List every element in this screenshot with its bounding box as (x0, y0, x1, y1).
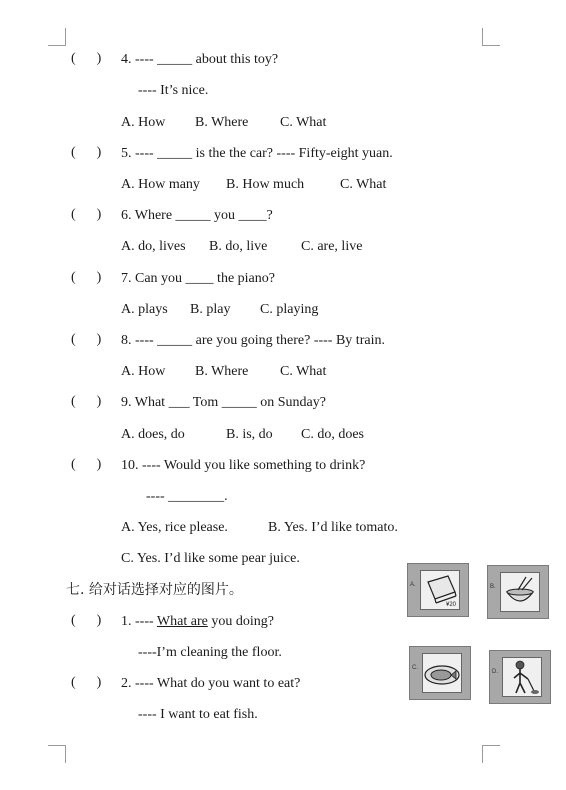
picture-b-bowl: B. (487, 565, 549, 619)
question-10-stem: 10. ---- Would you like something to drink? (121, 458, 366, 473)
question-4-option-b: B. Where (195, 115, 249, 130)
question-5-option-b: B. How much (226, 177, 305, 192)
question-5-stem: 5. ---- _____ is the the car? ---- Fifty-eight yuan. (121, 146, 393, 161)
answer-blank[interactable]: ( ) (71, 332, 102, 347)
price-label: ¥20 (446, 602, 457, 608)
person-cleaning-icon (490, 651, 552, 705)
question-7-option-c: C. playing (260, 302, 319, 317)
question-9-option-c: C. do, does (301, 427, 364, 442)
answer-blank[interactable]: ( ) (71, 675, 102, 690)
question-9-option-b: B. is, do (226, 427, 273, 442)
question-9-stem: 9. What ___ Tom _____ on Sunday? (121, 395, 326, 410)
question-7-option-a: A. plays (121, 302, 168, 317)
picture-d-cleaning: D. (489, 650, 551, 704)
crop-mark-top-right (482, 28, 500, 46)
fish-plate-icon (410, 647, 472, 701)
answer-blank[interactable]: ( ) (71, 51, 102, 66)
answer-blank[interactable]: ( ) (71, 270, 102, 285)
question-4-option-a: A. How (121, 115, 166, 130)
question-8-stem: 8. ---- _____ are you going there? ---- By train. (121, 333, 385, 348)
section-7-title: 七. 给对话选择对应的图片。 (66, 582, 243, 598)
question-10-answer-line: ---- ________. (146, 489, 228, 504)
book-icon (408, 564, 470, 618)
answer-blank[interactable]: ( ) (71, 613, 102, 628)
answer-blank[interactable]: ( ) (71, 207, 102, 222)
question-7-option-b: B. play (190, 302, 231, 317)
bowl-icon (488, 566, 550, 620)
question-4-answer-line: ---- It’s nice. (138, 83, 209, 98)
question-5-option-a: A. How many (121, 177, 200, 192)
question-6-stem: 6. Where _____ you ____? (121, 208, 273, 223)
section-7-question-1-answer-line: ----I’m cleaning the floor. (138, 645, 282, 660)
question-8-option-a: A. How (121, 364, 166, 379)
question-7-stem: 7. Can you ____ the piano? (121, 271, 275, 286)
answer-blank[interactable]: ( ) (71, 457, 102, 472)
question-8-option-b: B. Where (195, 364, 249, 379)
question-8-option-c: C. What (280, 364, 327, 379)
crop-mark-top-left (48, 28, 66, 46)
question-10-option-c: C. Yes. I’d like some pear juice. (121, 551, 300, 566)
question-6-option-c: C. are, live (301, 239, 363, 254)
crop-mark-bottom-right (482, 745, 500, 763)
question-5-option-c: C. What (340, 177, 387, 192)
crop-mark-bottom-left (48, 745, 66, 763)
question-10-option-a: A. Yes, rice please. (121, 520, 228, 535)
question-6-option-a: A. do, lives (121, 239, 186, 254)
question-4-stem: 4. ---- _____ about this toy? (121, 52, 279, 67)
answer-blank[interactable]: ( ) (71, 394, 102, 409)
picture-a-book: A. ¥20 (407, 563, 469, 617)
section-7-question-2-answer-line: ---- I want to eat fish. (138, 707, 258, 722)
answer-blank[interactable]: ( ) (71, 145, 102, 160)
picture-c-fish: C. (409, 646, 471, 700)
question-6-option-b: B. do, live (209, 239, 268, 254)
question-9-option-a: A. does, do (121, 427, 185, 442)
section-7-question-1-stem: 1. ---- What are you doing? (121, 614, 274, 629)
question-10-option-b: B. Yes. I’d like tomato. (268, 520, 398, 535)
section-7-question-2-stem: 2. ---- What do you want to eat? (121, 676, 301, 691)
question-4-option-c: C. What (280, 115, 327, 130)
